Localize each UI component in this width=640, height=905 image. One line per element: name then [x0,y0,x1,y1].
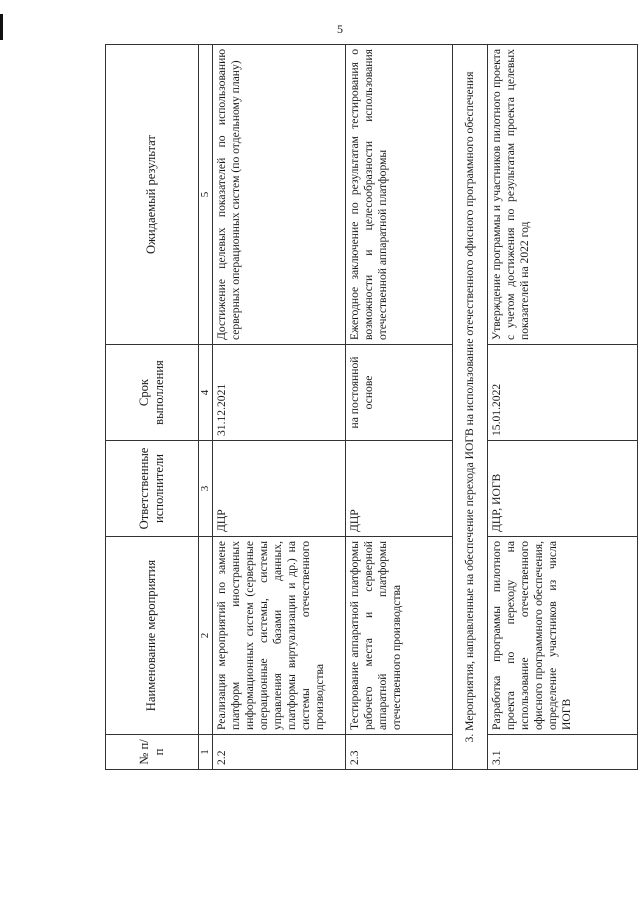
header-deadline: Срок выполления [106,345,199,441]
row-num: 2.2 [213,735,346,770]
table-row [488,45,638,770]
row-executors: ДЦР [213,441,346,537]
header-num: № п/п [106,735,199,770]
section-heading-row [453,45,488,770]
row-name: Тестирование аппаратной платформы рабочего места и серверной аппаратной платформы отечественного производства [346,537,453,735]
column-number: 3 [199,441,213,537]
row-executors: ДЦР, ИОГВ [488,441,638,537]
table-header-row [106,45,199,770]
row-deadline: на постоянной основе [346,345,453,441]
row-result: Достижение целевых показателей по использованию серверных операционных систем (по отдельному плану) [213,45,346,345]
table-row [346,45,453,770]
row-executors: ДЦР [346,441,453,537]
header-result: Ожидаемый результат [106,45,199,345]
header-name: Наименование мероприятия [106,537,199,735]
row-num: 3.1 [488,735,638,770]
column-number: 4 [199,345,213,441]
column-number: 1 [199,735,213,770]
column-number: 5 [199,45,213,345]
row-deadline: 15.01.2022 [488,345,638,441]
row-result: Ежегодное заключение по результатам тестирования о возможности и целесообразности использования отечественной аппаратной платформы [346,45,453,345]
section-heading: 3. Мероприятия, направленные на обеспечение перехода ИОГВ на использование отечественного офисного программного обеспечения [453,45,488,770]
row-result: Утверждение программы и участников пилотного проекта с учетом достижения по результатам проекта целевых показателей на 2022 год [488,45,638,345]
row-deadline: 31.12.2021 [213,345,346,441]
header-executors: Ответственные исполнители [106,441,199,537]
column-number: 2 [199,537,213,735]
row-name: Реализация мероприятий по замене платформ иностранных информационных систем (серверные операционные системы, системы управления базами данных, платформы виртуализации и др.) на системы отечественного производства [213,537,346,735]
row-num: 2.3 [346,735,453,770]
rotated-page-content [105,45,640,770]
row-name: Разработка программы пилотного проекта по переходу на использование отечественного офисного программного обеспечения, определение участников из числа ИОГВ [488,537,638,735]
measures-table [105,44,638,770]
table-row [213,45,346,770]
scan-edge-mark [0,14,3,40]
page-number: 5 [337,22,343,36]
column-number-row [199,45,213,770]
